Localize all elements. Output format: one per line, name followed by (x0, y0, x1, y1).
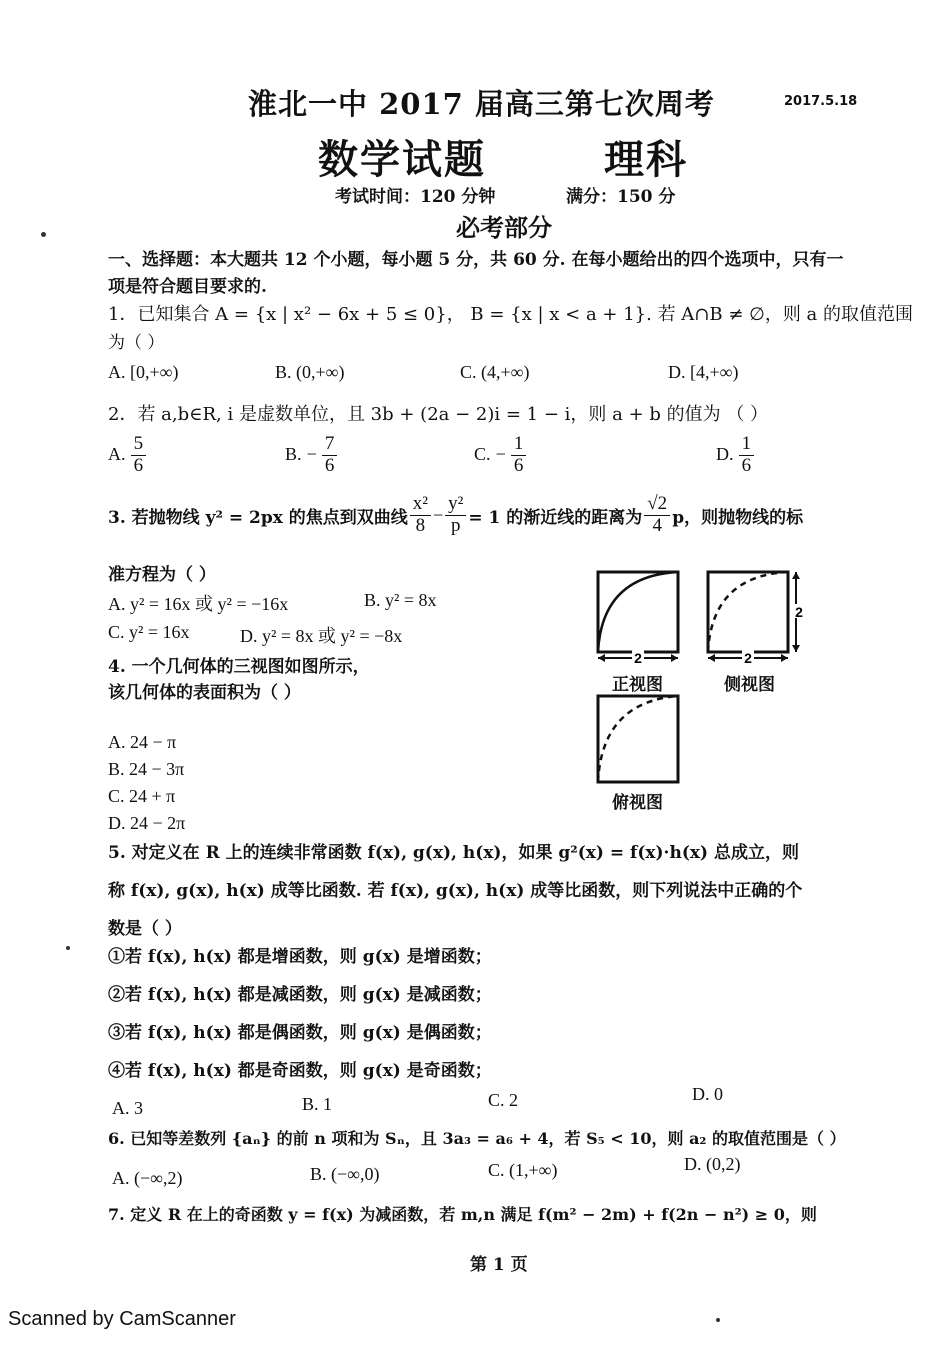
q3-frac3-den: 4 (652, 514, 662, 536)
q2-option-c-label: C. (474, 443, 491, 464)
q3-frac2-num: y² (445, 494, 466, 516)
q5-stem-line-3: 数是（ ） (108, 919, 182, 939)
q1-option-d: D. [4,+∞) (668, 362, 739, 382)
q3-suffix: p，则抛物线的标 (672, 507, 804, 528)
q3-option-a: A. y² = 16x 或 y² = −16x (108, 594, 289, 614)
q4-option-d: D. 24 − 2π (108, 813, 186, 833)
q2-option-c-den: 6 (513, 454, 524, 476)
q3-option-c: C. y² = 16x (108, 622, 190, 642)
q2-option-b-sign: − (306, 443, 317, 464)
q5-item-4: ④若 f(x), h(x) 都是奇函数，则 g(x) 是奇函数； (108, 1061, 492, 1081)
q5-stem-line-1: 5. 对定义在 R 上的连续非常函数 f(x), g(x), h(x)，如果 g²(x) = f(x)·h(x) 总成立，则 (108, 843, 799, 863)
q3-prefix: 3. 若抛物线 y² = 2px 的焦点到双曲线 (108, 507, 408, 528)
q6-option-a: A. (−∞,2) (112, 1168, 183, 1188)
q6-stem: 6. 已知等差数列 {aₙ} 的前 n 项和为 Sₙ，且 3a₃ = a₆ + 4，若 S₅ < 10，则 a₂ 的取值范围是（ ） (108, 1129, 846, 1148)
side-view-dim-width: 2 (744, 650, 752, 666)
q2-option-a-num: 5 (131, 434, 147, 456)
q2-option-d (716, 434, 754, 477)
front-view-label: 正视图 (612, 675, 663, 695)
side-view-dim-height: 2 (795, 604, 803, 620)
q4-option-a: A. 24 − π (108, 732, 177, 752)
q3-frac2-den: p (450, 514, 461, 536)
q4-option-b: B. 24 − 3π (108, 759, 185, 779)
q6-option-c: C. (1,+∞) (488, 1160, 558, 1180)
q3-frac3-num: √2 (644, 494, 670, 516)
q2-option-b-num: 7 (322, 434, 338, 456)
q5-option-d: D. 0 (692, 1084, 723, 1104)
q1-option-c: C. (4,+∞) (460, 362, 530, 382)
q4-stem-line-1: 4. 一个几何体的三视图如图所示， (108, 657, 370, 677)
intro-line-1: 一、选择题：本大题共 12 个小题，每小题 5 分，共 60 分. 在每小题给出的四个选项中，只有一 (108, 250, 844, 270)
q5-option-c: C. 2 (488, 1090, 519, 1110)
q1-option-b: B. (0,+∞) (275, 362, 345, 382)
exam-time: 考试时间：120 分钟 (335, 187, 496, 207)
top-view (598, 696, 678, 782)
scanner-watermark: Scanned by CamScanner (8, 1308, 236, 1330)
q2-option-c-num: 1 (511, 434, 527, 456)
q2-option-c (474, 434, 526, 477)
q2-option-a-den: 6 (133, 454, 144, 476)
q3-stem-line-2: 准方程为（ ） (108, 565, 216, 585)
q5-stem-line-2: 称 f(x), g(x), h(x) 成等比函数. 若 f(x), g(x), h(x) 成等比函数，则下列说法中正确的个 (108, 881, 803, 901)
q3-stem-line-1 (108, 494, 803, 537)
track-title: 理科 (604, 136, 688, 183)
full-score: 满分：150 分 (566, 187, 676, 207)
q5-item-2: ②若 f(x), h(x) 都是减函数，则 g(x) 是减函数； (108, 985, 492, 1005)
q2-option-b-den: 6 (324, 454, 335, 476)
q2-option-a-label: A. (108, 443, 126, 464)
q2-option-b (285, 434, 337, 477)
q3-middle: = 1 的渐近线的距离为 (468, 507, 643, 528)
top-view-label: 俯视图 (612, 793, 663, 813)
intro-line-2: 项是符合题目要求的. (108, 277, 267, 297)
q3-option-b: B. y² = 8x (364, 590, 437, 610)
q3-option-d: D. y² = 8x 或 y² = −8x (240, 626, 403, 646)
page-number: 第 1 页 (470, 1255, 528, 1275)
section-title: 必考部分 (456, 213, 552, 242)
q3-frac1-num: x² (410, 494, 431, 516)
front-view (598, 572, 678, 666)
front-view-dim: 2 (634, 650, 642, 666)
q2-stem: 2．若 a,b∈R, i 是虚数单位，且 3b + (2a − 2)i = 1 − i，则 a + b 的值为 （ ） (108, 404, 769, 425)
scan-speck (716, 1318, 720, 1322)
q5-item-3: ③若 f(x), h(x) 都是偶函数，则 g(x) 是偶函数； (108, 1023, 492, 1043)
q3-frac1-den: 8 (415, 514, 426, 536)
q2-option-d-label: D. (716, 443, 734, 464)
scan-speck (66, 946, 70, 950)
side-view (708, 572, 805, 666)
side-view-label: 侧视图 (724, 675, 775, 695)
q2-option-d-num: 1 (739, 434, 755, 456)
q7-stem: 7. 定义 R 在上的奇函数 y = f(x) 为减函数，若 m,n 满足 f(m² − 2m) + f(2n − n²) ≥ 0，则 (108, 1205, 817, 1224)
scan-speck (41, 232, 46, 237)
exam-date: 2017.5.18 (784, 94, 858, 109)
q2-option-d-den: 6 (741, 454, 752, 476)
q4-option-c: C. 24 + π (108, 786, 176, 806)
q1-stem-line-2: 为（ ） (108, 333, 165, 353)
q2-option-a (108, 434, 146, 477)
subject-title: 数学试题 (318, 136, 486, 183)
q4-stem-line-2: 该几何体的表面积为（ ） (108, 683, 301, 703)
q6-option-d: D. (0,2) (684, 1154, 741, 1174)
q1-option-a: A. [0,+∞) (108, 362, 179, 382)
q2-option-c-sign: − (495, 443, 506, 464)
q5-option-b: B. 1 (302, 1094, 333, 1114)
q6-option-b: B. (−∞,0) (310, 1164, 380, 1184)
q2-option-b-label: B. (285, 443, 302, 464)
q5-option-a: A. 3 (112, 1098, 143, 1118)
q1-stem-line-1: 1．已知集合 A = {x | x² − 6x + 5 ≤ 0}， B = {x | x < a + 1}. 若 A∩B ≠ ∅，则 a 的取值范围 (108, 304, 913, 325)
q5-item-1: ①若 f(x), h(x) 都是增函数，则 g(x) 是增函数； (108, 947, 492, 967)
exam-title: 淮北一中 2017 届高三第七次周考 (248, 87, 715, 121)
q3-minus: − (432, 504, 444, 525)
